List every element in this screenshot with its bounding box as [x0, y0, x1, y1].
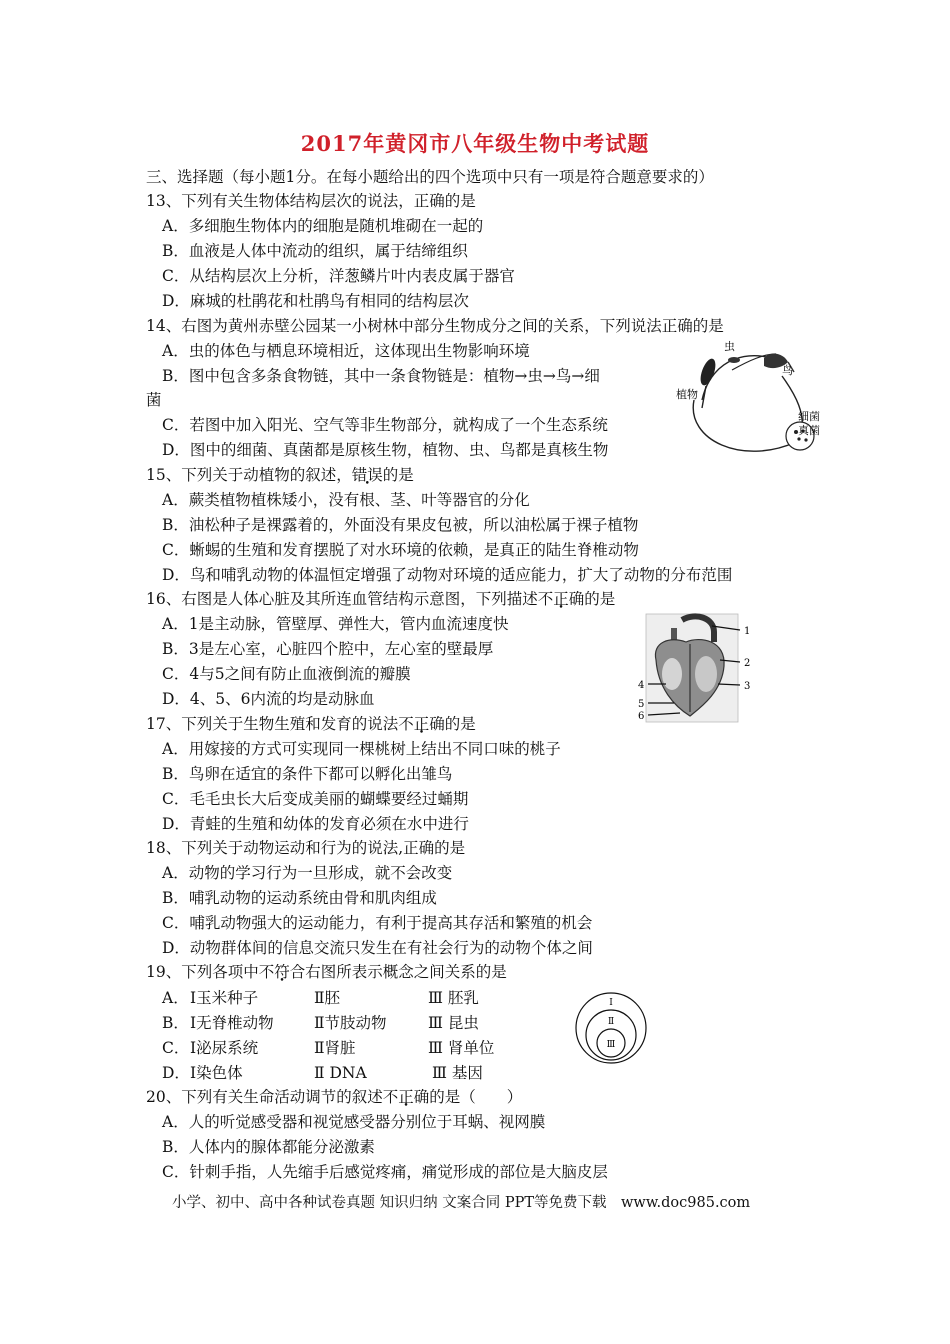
q16-option-a: A．1是主动脉，管壁厚、弹性大，管内血流速度快	[162, 615, 509, 633]
q20-stem-emphasis: 不正确	[382, 1088, 430, 1106]
heart-label-3: 3	[744, 681, 751, 692]
q20-stem	[146, 1087, 522, 1107]
q19-option-d	[162, 1063, 562, 1083]
circle-label-ii: Ⅱ	[607, 1017, 615, 1027]
heart-label-4: 4	[638, 680, 645, 691]
q19-term-i: Ⅰ玉米种子	[190, 989, 259, 1007]
q14-option-c: C．若图中加入阳光、空气等非生物部分，就构成了一个生态系统	[162, 416, 608, 434]
page-footer: 小学、初中、高中各种试卷真题 知识归纳 文案合同 PPT等免费下载 www.doc985.com	[172, 1195, 751, 1211]
q18-option-a: A．动物的学习行为一旦形成，就不会改变	[162, 864, 453, 882]
q19-stem-emphasis: 不符合	[258, 963, 306, 981]
q17-stem-end: 的是	[444, 715, 476, 733]
q15-stem-text: 15、下列关于动植物的叙述，	[146, 466, 352, 484]
q18-option-c: C．哺乳动物强大的运动能力，有利于提高其存活和繁殖的机会	[162, 914, 593, 932]
q13-option-b: B．血液是人体中流动的组织，属于结缔组织	[162, 242, 468, 260]
q17-option-a: A．用嫁接的方式可实现同一棵桃树上结出不同口味的桃子	[162, 740, 561, 758]
q19-option-a	[162, 988, 562, 1008]
q15-option-c: C．蜥蜴的生殖和发育摆脱了对水环境的依赖，是真正的陆生脊椎动物	[162, 541, 639, 559]
q20-option-c: C．针刺手指，人先缩手后感觉疼痛，痛觉形成的部位是大脑皮层	[162, 1163, 608, 1181]
q14-option-b-cont: 菌	[146, 391, 162, 409]
q13-stem: 13、下列有关生物体结构层次的说法，正确的是	[146, 192, 476, 210]
label-fungi: 真菌	[798, 424, 820, 437]
q15-option-d: D．鸟和哺乳动物的体温恒定增强了动物对环境的适应能力，扩大了动物的分布范围	[162, 566, 733, 584]
q20-stem-end: 的是（ ）	[429, 1088, 523, 1106]
q19-term-ii: Ⅱ DNA	[314, 1064, 367, 1082]
label-insect: 虫	[724, 340, 735, 353]
q13-option-c: C．从结构层次上分析，洋葱鳞片叶内表皮属于器官	[162, 267, 515, 285]
q17-option-b: B．鸟卵在适宜的条件下都可以孵化出雏鸟	[162, 765, 453, 783]
q16-option-b: B．3是左心室，心脏四个腔中，左心室的壁最厚	[162, 640, 494, 658]
q19-term-i: Ⅰ泌尿系统	[190, 1039, 259, 1057]
q19-option-key: A．	[162, 989, 189, 1007]
q17-option-d: D．青蛙的生殖和幼体的发育必须在水中进行	[162, 815, 469, 833]
q17-option-c: C．毛毛虫长大后变成美丽的蝴蝶要经过蛹期	[162, 790, 469, 808]
q19-option-c	[162, 1038, 562, 1058]
q19-option-key: C．	[162, 1039, 190, 1057]
q15-option-b: B．油松种子是裸露着的，外面没有果皮包被，所以油松属于裸子植物	[162, 516, 639, 534]
q18-option-b: B．哺乳动物的运动系统由骨和肌肉组成	[162, 889, 437, 907]
heart-label-6: 6	[638, 711, 645, 722]
q14-option-d: D．图中的细菌、真菌都是原核生物，植物、虫、鸟都是真核生物	[162, 441, 609, 459]
circle-label-i: Ⅰ	[609, 998, 613, 1008]
q13-option-a: A．多细胞生物体内的细胞是随机堆砌在一起的	[162, 217, 484, 235]
q19-term-ii: Ⅱ胚	[314, 989, 341, 1007]
q16-stem-emphasis: 不正确	[537, 590, 585, 608]
section-heading: 三、选择题（每小题1分。在每小题给出的四个选项中只有一项是符合题意要求的）	[146, 168, 714, 186]
q16-stem-end: 的是	[584, 590, 616, 608]
heart-diagram-figure	[634, 612, 764, 728]
label-plant: 植物	[676, 388, 698, 401]
q19-option-key: D．	[162, 1064, 190, 1082]
q19-term-iii: Ⅲ 基因	[432, 1064, 483, 1082]
page-title: 2017年黄冈市八年级生物中考试题	[300, 131, 650, 156]
circle-label-iii: Ⅲ	[606, 1040, 616, 1050]
q16-stem	[146, 589, 615, 609]
label-bird: 鸟	[782, 364, 793, 377]
label-bacteria: 细菌	[798, 410, 820, 423]
q15-option-a: A．蕨类植物植株矮小，没有根、茎、叶等器官的分化	[162, 491, 530, 509]
q19-term-i: Ⅰ无脊椎动物	[190, 1014, 274, 1032]
q15-stem	[146, 465, 414, 485]
q14-option-a: A．虫的体色与栖息环境相近，这体现出生物影响环境	[162, 342, 530, 360]
q18-option-d: D．动物群体间的信息交流只发生在有社会行为的动物个体之间	[162, 939, 593, 957]
q20-stem-text: 20、下列有关生命活动调节的叙述	[146, 1088, 383, 1106]
q19-term-i: Ⅰ染色体	[190, 1064, 243, 1082]
q16-option-d: D．4、5、6内流的均是动脉血	[162, 690, 375, 708]
heart-label-1: 1	[744, 626, 751, 637]
q19-term-iii: Ⅲ 肾单位	[428, 1039, 495, 1057]
q14-option-b: B．图中包含多条食物链，其中一条食物链是：植物→虫→鸟→细	[162, 367, 600, 385]
q17-stem-emphasis: 不正确	[398, 715, 445, 733]
concept-circles-figure	[574, 991, 648, 1065]
q20-option-b: B．人体内的腺体都能分泌激素	[162, 1138, 375, 1156]
q19-stem-text: 19、下列各项中	[146, 963, 259, 981]
heart-label-2: 2	[744, 658, 751, 669]
q19-option-key: B．	[162, 1014, 189, 1032]
food-web-figure	[672, 336, 832, 464]
q19-stem	[146, 962, 507, 982]
q19-option-b	[162, 1013, 562, 1033]
q20-option-a: A．人的听觉感受器和视觉感受器分别位于耳蜗、视网膜	[162, 1113, 546, 1131]
q19-term-iii: Ⅲ 昆虫	[428, 1014, 479, 1032]
q16-option-c: C．4与5之间有防止血液倒流的瓣膜	[162, 665, 411, 683]
q14-stem: 14、右图为黄州赤壁公园某一小树林中部分生物成分之间的关系，下列说法正确的是	[146, 317, 724, 335]
q19-stem-end: 右图所表示概念之间关系的是	[305, 963, 507, 981]
q13-option-d: D．麻城的杜鹃花和杜鹃鸟有相同的结构层次	[162, 292, 469, 310]
q19-term-ii: Ⅱ肾脏	[314, 1039, 356, 1057]
q15-stem-emphasis: 错误	[351, 466, 383, 484]
q15-stem-end: 的是	[382, 466, 414, 484]
heart-label-5: 5	[638, 699, 645, 710]
q17-stem	[146, 714, 476, 734]
q16-stem-text: 16、右图是人体心脏及其所连血管结构示意图，下列描述	[146, 590, 538, 608]
q17-stem-text: 17、下列关于生物生殖和发育的说法	[146, 715, 399, 733]
q18-stem: 18、下列关于动物运动和行为的说法,正确的是	[146, 839, 466, 857]
q19-term-ii: Ⅱ节肢动物	[314, 1014, 387, 1032]
q19-term-iii: Ⅲ 胚乳	[428, 989, 479, 1007]
